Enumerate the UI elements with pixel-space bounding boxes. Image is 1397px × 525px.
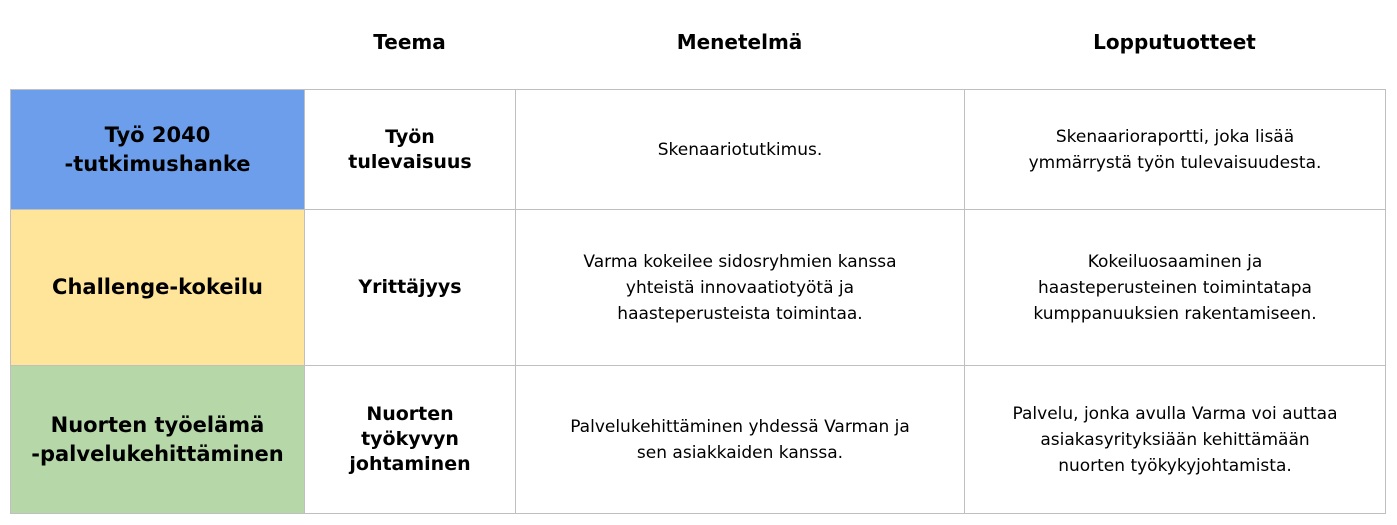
project-cell: Challenge-kokeilu — [11, 210, 305, 366]
project-cell: Nuorten työelämä -palvelukehittäminen — [11, 366, 305, 514]
table-row — [11, 210, 1386, 366]
table-row — [11, 366, 1386, 514]
column-header-deliverables: Lopputuotteet — [1093, 30, 1256, 54]
method-cell: Palvelukehittäminen yhdessä Varman ja sen asiakkaiden kanssa. — [516, 366, 965, 514]
deliverables-cell: Skenaarioraportti, joka lisää ymmärrystä työn tulevaisuudesta. — [965, 90, 1386, 210]
deliverables-cell: Palvelu, jonka avulla Varma voi auttaa asiakasyrityksiään kehittämään nuorten työkykyjohtamista. — [965, 366, 1386, 514]
column-header-method: Menetelmä — [676, 30, 803, 54]
deliverables-cell: Kokeiluosaaminen ja haasteperusteinen toimintatapa kumppanuuksien rakentamiseen. — [965, 210, 1386, 366]
table-row — [11, 90, 1386, 210]
method-cell: Varma kokeilee sidosryhmien kanssa yhteistä innovaatiotyötä ja haasteperusteista toimintaa. — [516, 210, 965, 366]
projects-table — [10, 89, 1386, 514]
theme-cell: Yrittäjyys — [305, 210, 516, 366]
theme-cell: Työn tulevaisuus — [305, 90, 516, 210]
project-cell: Työ 2040 -tutkimushanke — [11, 90, 305, 210]
method-cell: Skenaariotutkimus. — [516, 90, 965, 210]
column-header-theme: Teema — [373, 30, 446, 54]
theme-cell: Nuorten työkyvyn johtaminen — [305, 366, 516, 514]
